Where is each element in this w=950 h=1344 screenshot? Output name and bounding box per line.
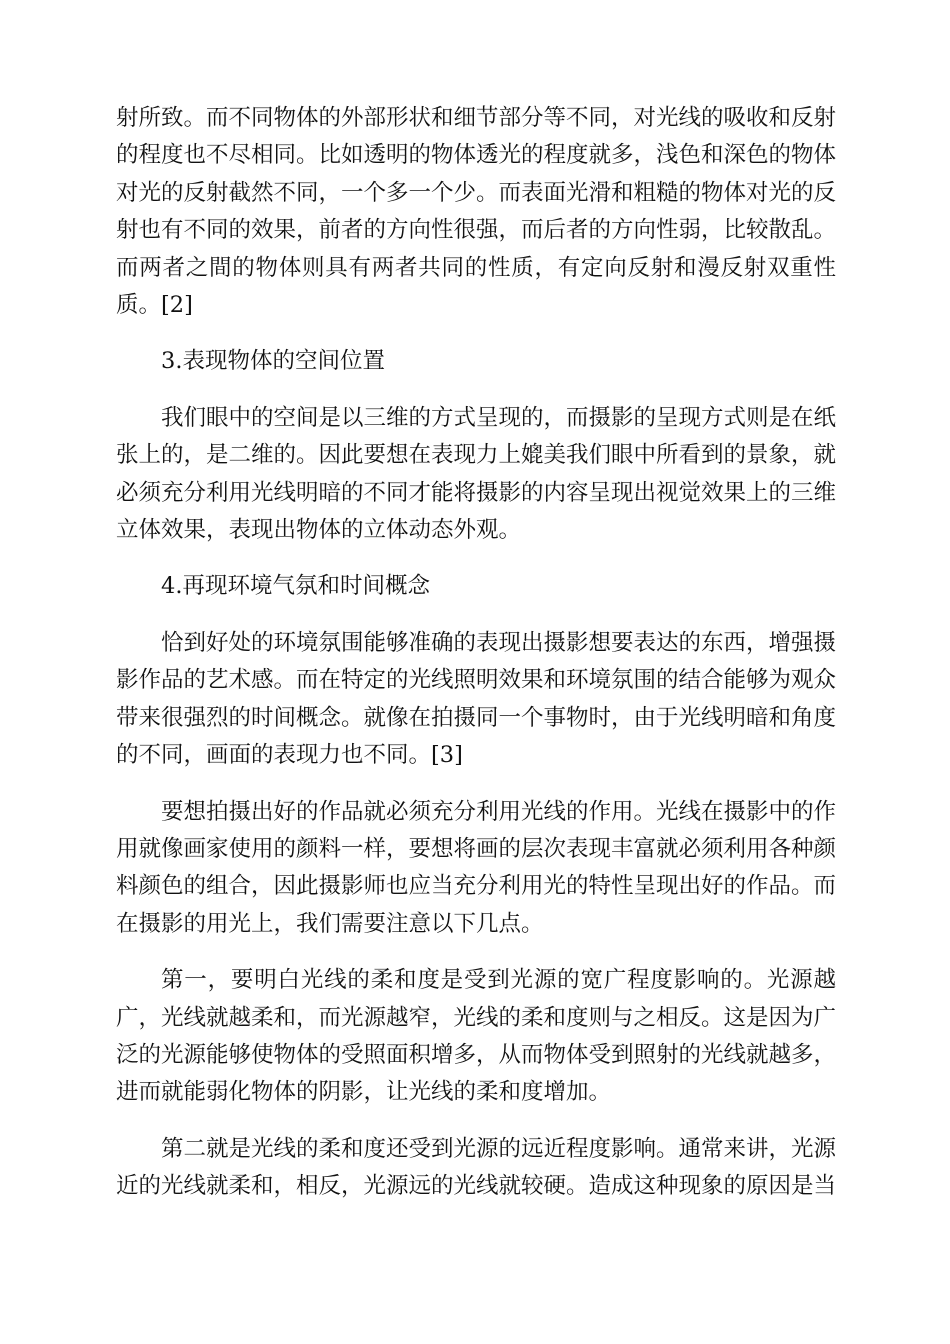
paragraph-spatial-position: 我们眼中的空间是以三维的方式呈现的，而摄影的呈现方式则是在纸张上的，是二维的。因此要想在表现力上媲美我们眼中所看到的景象，就必须充分利用光线明暗的不同才能将摄影的内容呈现出视觉效果上的三维立体效果，表现出物体的立体动态外观。: [116, 404, 837, 544]
paragraph-point-one: 第一，要明白光线的柔和度是受到光源的宽广程度影响的。光源越广，光线就越柔和，而光源越窄，光线的柔和度则与之相反。这是因为广泛的光源能够使物体的受照面积增多，从而物体受到照射的光线就越多，进而就能弱化物体的阴影，让光线的柔和度增加。: [116, 967, 837, 1106]
document-body: [116, 100, 836, 1225]
paragraph-light-reflection: 射所致。而不同物体的外部形状和细节部分等不同，对光线的吸收和反射的程度也不尽相同。比如透明的物体透光的程度就多，浅色和深色的物体对光的反射截然不同，一个多一个少。而表面光滑和粗糙的物体对光的反射也有不同的效果，前者的方向性很强，而后者的方向性弱，比较散乱。而两者之間的物体则具有两者共同的性质，有定向反射和漫反射双重性质。[2]: [116, 105, 837, 319]
paragraph-atmosphere-time: 恰到好处的环境氛围能够准确的表现出摄影想要表达的东西，增强摄影作品的艺术感。而在特定的光线照明效果和环境氛围的结合能够为观众带来很强烈的时间概念。就像在拍摄同一个事物时，由于光线明暗和角度的不同，画面的表现力也不同。[3]: [116, 629, 837, 769]
paragraph-using-light: 要想拍摄出好的作品就必须充分利用光线的作用。光线在摄影中的作用就像画家使用的颜料一样，要想将画的层次表现丰富就必须利用各种颜料颜色的组合，因此摄影师也应当充分利用光的特性呈现出好的作品。而在摄影的用光上，我们需要注意以下几点。: [116, 798, 837, 937]
section-heading-atmosphere-time: 4.再现环境气氛和时间概念: [161, 573, 430, 600]
section-heading-spatial-position: 3.表现物体的空间位置: [161, 348, 385, 375]
paragraph-point-two: 第二就是光线的柔和度还受到光源的远近程度影响。通常来讲，光源近的光线就柔和，相反，光源远的光线就较硬。造成这种现象的原因是当: [116, 1135, 837, 1200]
